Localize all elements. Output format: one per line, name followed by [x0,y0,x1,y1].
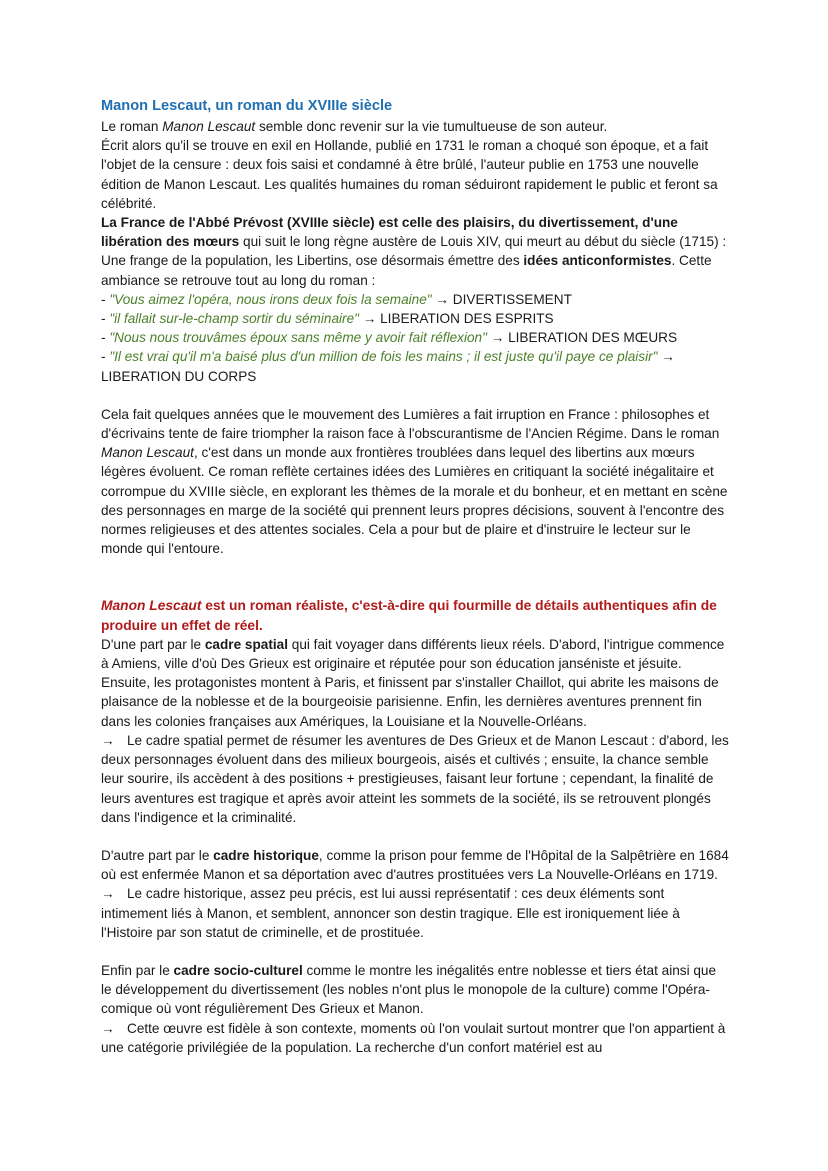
dash: - [101,330,110,346]
book-title: Manon Lescaut [162,119,256,134]
paragraph-spatial [101,635,729,731]
paragraph-intro [101,117,729,136]
quote-label: LIBERATION DES MŒURS [508,330,678,346]
paragraph-lumieres [101,405,729,559]
text: semble donc revenir sur la vie tumultueuse de son auteur. [255,119,608,134]
dash: - [101,291,110,307]
dash: - [101,311,110,327]
note-socio [101,1019,729,1057]
quote-item [101,347,729,385]
quote-text: "il fallait sur-le-champ sortir du séminaire" [109,311,359,327]
section-heading-realism [101,596,729,634]
paragraph-context [101,213,729,290]
text: Cela fait quelques années que le mouvement des Lumières a fait irruption en France : philosophes et d'écrivains tente de faire triompher la raison face à l'obscurantisme de l'Ancien Régime. Dans le roman [101,406,720,442]
dash: - [101,349,110,365]
quote-label: DIVERTISSEMENT [452,291,572,307]
arrow-icon: → [101,886,115,902]
quote-text: "Vous aimez l'opéra, nous irons deux fois la semaine" [109,291,432,307]
text: , comme la prison pour femme de l'Hôpital de la Salpêtrière en 1684 où est enfermée Manon et sa déportation avec d'autres prostituées vers La Nouvelle-Orléans en 1719. [101,847,729,883]
arrow-icon: → [486,330,509,346]
text: . Cette ambiance se retrouve tout au long du roman : [101,253,712,288]
bold-text: cadre spatial [204,636,288,652]
arrow-icon: → [431,291,453,307]
text: qui suit le long règne austère de Louis XIV, qui meurt au début du siècle (1715) : Une frange de la population, les Libertins, ose désormais émettre des [101,234,727,269]
text: D'autre part par le [101,847,214,863]
book-title: Manon Lescaut [101,598,202,614]
paragraph-socio [101,961,729,1019]
arrow-icon: → [101,732,115,748]
arrow-icon: → [657,349,675,365]
paragraph-publication: Écrit alors qu'il se trouve en exil en Hollande, publié en 1731 le roman a choqué son époque, et a fait l'objet de la censure : deux fois saisi et condamné à être brûlé, l'auteur publie en 1753 une nouvelle édition de Manon Lescaut. Les qualités humaines du roman séduiront rapidement le public et feront sa célébrité. [101,138,718,211]
book-title: Manon Lescaut [101,445,194,461]
bold-text: cadre historique [213,847,319,863]
note-historique [101,884,729,942]
spacer [101,386,729,405]
arrow-icon: → [358,311,381,327]
spacer [101,827,729,846]
text: Le roman [101,119,163,134]
text: est un roman réaliste, c'est-à-dire qui fourmille de détails authentiques afin de produire un effet de réel. [101,598,717,633]
quote-item [101,309,729,328]
spacer [101,942,729,961]
text: Le cadre spatial permet de résumer les aventures de Des Grieux et de Manon Lescaut : d'abord, les deux personnages évoluent dans des milieux bourgeois, aisés et cultivés ; ensuite, la chance semble leur sourire, ils accèdent à des positions + prestigieuses, faisant leur fortune ; cependant, la finalité de leurs aventures est tragique et après avoir atteint les sommets de la société, ils se retrouvent plongés dans l'indigence et la criminalité. [101,732,729,825]
quote-text: "Nous nous trouvâmes époux sans même y avoir fait réflexion" [109,330,487,346]
quote-item [101,328,729,347]
quote-label: LIBERATION DES ESPRITS [380,311,554,327]
text: D'une part par le [101,636,205,652]
text: qui fait voyager dans différents lieux réels. D'abord, l'intrigue commence à Amiens, ville d'où Des Grieux est originaire et réputée pour son éducation janséniste et jésuite. Ensuite, les protagonistes montent à Paris, et finissent par s'installer Chaillot, qui abrite les maisons de plaisance de la noblesse et de la bourgeoisie parisienne. Enfin, les dernières aventures prennent fin dans les colonies françaises aux Amériques, la Louisiane et la Nouvelle-Orléans. [101,636,725,729]
quote-item [101,290,729,309]
bold-text: cadre socio-culturel [173,962,303,978]
paragraph-historique [101,846,729,884]
text: comme le montre les inégalités entre noblesse et tiers état ainsi que le développement du divertissement (les nobles n'ont plus le monopole de la culture) comme l'Opéra-comique où vont régulièrement Des Grieux et Manon. [101,962,717,1017]
note-spatial [101,731,729,827]
bold-text: idées anticonformistes [523,253,672,269]
arrow-icon: → [101,1020,115,1036]
quote-label: LIBERATION DU CORPS [101,368,257,384]
text: Le cadre historique, assez peu précis, est lui aussi représentatif : ces deux éléments sont intimement liés à Manon, et semblent, annoncer son destin tragique. Elle est ironiquement liée à l'Histoire par son statut de criminelle, et de prostituée. [101,886,680,940]
spacer [101,558,729,596]
text: Enfin par le [101,962,174,978]
text: , c'est dans un monde aux frontières troublées dans lequel des libertins aux mœurs légères évoluent. Ce roman reflète certaines idées des Lumières en critiquant la société inégalitaire et corrompue du XVIIIe siècle, en explorant les thèmes de la morale et du bonheur, et en mettant en scène des personnages en marge de la société qui prennent leurs propres décisions, souvent à l'encontre des normes religieuses et des attentes sociales. Cela a pour but de plaire et d'instruire le lecteur sur le monde qui l'entoure. [101,445,728,557]
document-page [101,96,729,1057]
quote-text: "Il est vrai qu'il m'a baisé plus d'un million de fois les mains ; il est juste qu'il paye ce plaisir" [109,349,658,365]
bold-text: La France de l'Abbé Prévost (XVIIIe siècle) est celle des plaisirs, du divertissement, d'une libération des mœurs [101,215,678,250]
section-heading: Manon Lescaut, un roman du XVIIIe siècle [101,98,393,114]
text: Cette œuvre est fidèle à son contexte, moments où l'on voulait surtout montrer que l'on appartient à une catégorie privilégiée de la population. La recherche d'un confort matériel est au [101,1020,726,1055]
